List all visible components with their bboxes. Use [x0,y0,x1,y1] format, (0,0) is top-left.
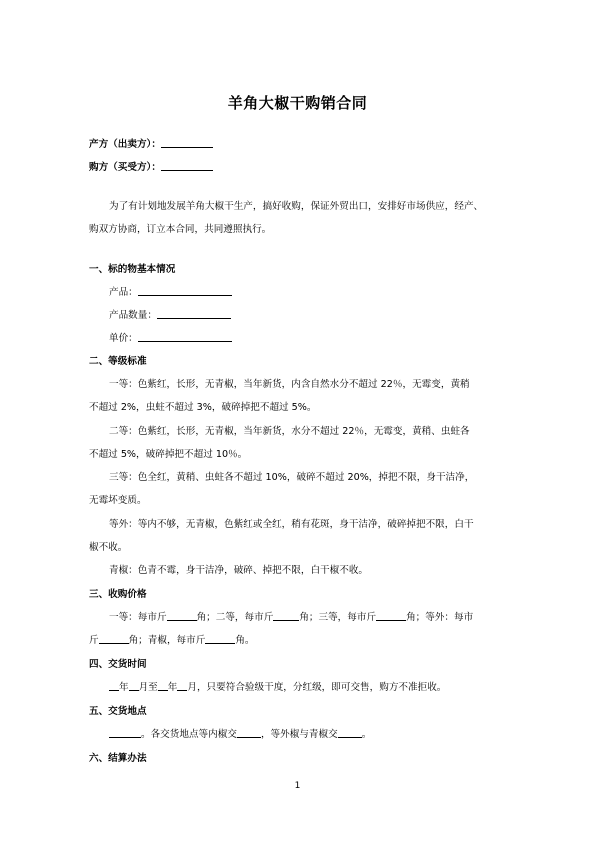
time-text: 月，只要符合验级干度，分红级，即可交售，购方不准拒收。 [187,682,447,693]
grade-1-line-2: 不超过 2%，虫蛀不超过 3%，破碎掉把不超过 5%。 [89,402,317,413]
price-terms-line-1 [109,609,529,623]
delivery-time-line [109,679,529,693]
section-1-heading: 一、标的物基本情况 [89,264,176,275]
green-pepper-line: 青椒：色青不霉，身干洁净，破碎、掉把不限，白干椒不收。 [109,565,369,576]
price-text: 斤 [89,635,99,646]
price-label: 单价： [109,333,138,344]
section-3-heading: 三、收购价格 [89,589,147,600]
quantity-line [109,307,529,321]
section-4-heading: 四、交货时间 [89,659,147,670]
product-line [109,284,529,298]
grade-out-line-1: 等外：等内不够，无青椒，色紫红或全红，稍有花斑，身干洁净，破碎掉把不限，白干 [109,519,474,530]
end-year-blank[interactable] [158,681,168,691]
grade-3-price-blank[interactable] [376,611,406,621]
price-text: 角；三等，每市斤 [299,612,377,623]
page-number: 1 [294,781,301,791]
place-text: 。 [361,729,372,740]
delivery-place-blank[interactable] [109,728,141,738]
seller-line [89,136,509,150]
grade-1-line-1: 一等：色紫红，长形，无青椒，当年新货，内含自然水分不超过 22％，无霉变，黄稍 [109,379,470,390]
price-text: 角。 [235,635,255,646]
section-6-heading: 六、结算办法 [89,753,147,764]
price-blank[interactable] [138,332,232,342]
grade-2-price-blank[interactable] [273,611,299,621]
price-text: 角；等外：每市 [406,612,474,623]
out-grade-price-blank[interactable] [99,634,129,644]
buyer-label: 购方（买受方）： [89,162,161,173]
price-text: 角；二等，每市斤 [196,612,274,623]
price-text: 一等：每市斤 [109,612,167,623]
in-grade-place-blank[interactable] [237,728,261,738]
contract-title: 羊角大椒干购销合同 [227,94,368,112]
quantity-label: 产品数量： [109,310,157,321]
time-text: 年 [119,682,129,693]
price-terms-line-2 [89,632,509,646]
start-year-blank[interactable] [109,681,119,691]
green-pepper-price-blank[interactable] [205,634,235,644]
out-grade-place-blank[interactable] [338,728,362,738]
quantity-blank[interactable] [157,309,231,319]
delivery-place-line [109,726,529,740]
price-line [109,330,529,344]
section-5-heading: 五、交货地点 [89,706,147,717]
product-label: 产品： [109,287,138,298]
grade-1-price-blank[interactable] [167,611,197,621]
seller-blank[interactable] [161,138,213,148]
time-text: 年 [167,682,178,693]
seller-label: 产方（出卖方）： [89,139,161,150]
price-text: 角；青椒，每市斤 [128,635,206,646]
grade-2-line-1: 二等：色紫红，长形，无青椒，当年新货，水分不超过 22％，无霉变，黄稍、虫蛀各 [109,426,470,437]
end-month-blank[interactable] [177,681,187,691]
section-2-heading: 二、等级标准 [89,356,147,367]
buyer-blank[interactable] [161,161,213,171]
grade-3-line-2: 无霉坏变质。 [89,495,147,506]
place-text: ，等外椒与青椒交 [260,729,338,740]
intro-line-2: 购双方协商，订立本合同，共同遵照执行。 [89,224,272,235]
time-text: 月至 [138,682,158,693]
intro-line-1: 为了有计划地发展羊角大椒干生产，搞好收购，保证外贸出口，安排好市场供应，经产、 [109,201,484,212]
start-month-blank[interactable] [129,681,139,691]
place-text: 。各交货地点等内椒交 [141,729,237,740]
grade-2-line-2: 不超过 5%，破碎掉把不超过 10％。 [89,449,248,460]
grade-out-line-2: 椒不收。 [89,542,128,553]
product-blank[interactable] [138,286,232,296]
buyer-line [89,159,509,173]
grade-3-line-1: 三等：色全红，黄稍、虫蛀各不超过 10%，破碎不超过 20%，掉把不限，身干洁净， [109,472,475,483]
